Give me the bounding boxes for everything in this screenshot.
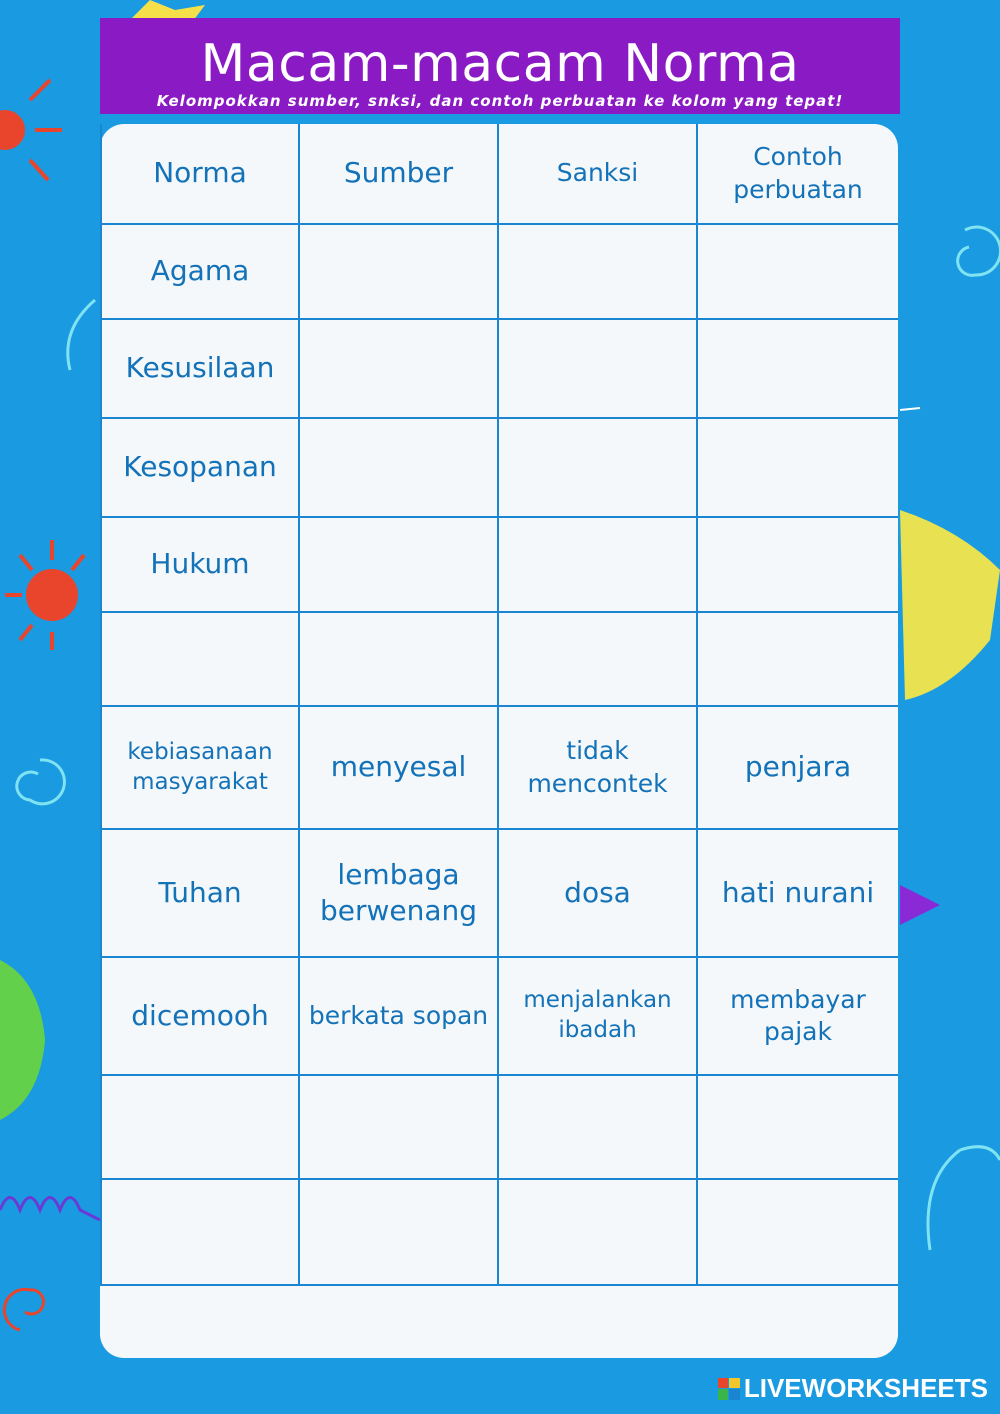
drop-cell-hukum-contoh[interactable] [698,518,898,613]
drop-cell-kesopanan-contoh[interactable] [698,419,898,518]
instruction-text: Kelompokkan sumber, snksi, dan contoh perbuatan ke kolom yang tepat! [156,92,844,110]
drop-cell-kesopanan-sumber[interactable] [300,419,499,518]
drop-cell-kesusilaan-sanksi[interactable] [499,320,698,419]
empty-cell [100,1076,300,1180]
empty-cell [100,1180,300,1286]
drag-item[interactable]: menjalankan ibadah [499,958,698,1076]
spacer-cell [300,613,499,707]
liveworksheets-logo-icon [718,1378,740,1400]
drop-cell-hukum-sumber[interactable] [300,518,499,613]
drag-item[interactable]: dosa [499,830,698,958]
page-title: Macam-macam Norma [200,34,800,94]
empty-cell [698,1076,898,1180]
column-header-sanksi: Sanksi [499,124,698,225]
drag-item[interactable]: penjara [698,707,898,830]
row-label-agama: Agama [100,225,300,320]
column-header-sumber: Sumber [300,124,499,225]
red-swirl [4,1289,43,1330]
drop-cell-agama-contoh[interactable] [698,225,898,320]
drag-item[interactable]: hati nurani [698,830,898,958]
drop-cell-kesusilaan-contoh[interactable] [698,320,898,419]
spacer-cell [698,613,898,707]
header-banner [100,18,900,114]
white-dash [900,408,920,410]
drop-cell-kesopanan-sanksi[interactable] [499,419,698,518]
drop-cell-agama-sanksi[interactable] [499,225,698,320]
empty-cell [698,1180,898,1286]
drag-item[interactable]: membayar pajak [698,958,898,1076]
sun-doodle-middle [5,540,84,650]
green-scribble [0,960,45,1120]
row-label-kesopanan: Kesopanan [100,419,300,518]
purple-loops [0,1198,100,1221]
empty-cell [499,1180,698,1286]
drag-item[interactable]: tidak mencontek [499,707,698,830]
empty-cell [300,1180,499,1286]
drag-item[interactable]: Tuhan [100,830,300,958]
drop-cell-agama-sumber[interactable] [300,225,499,320]
column-header-contoh-perbuatan: Contoh perbuatan [698,124,898,225]
column-header-norma: Norma [100,124,300,225]
sun-doodle-top [0,80,62,180]
drag-item[interactable]: lembaga berwenang [300,830,499,958]
drag-item[interactable]: berkata sopan [300,958,499,1076]
purple-triangle [900,885,940,925]
row-label-hukum: Hukum [100,518,300,613]
drag-item[interactable]: kebiasanaan masyarakat [100,707,300,830]
empty-cell [499,1076,698,1180]
drop-cell-hukum-sanksi[interactable] [499,518,698,613]
spacer-cell [100,613,300,707]
norma-table [100,124,898,1286]
drag-item[interactable]: dicemooh [100,958,300,1076]
empty-cell [300,1076,499,1180]
row-label-kesusilaan: Kesusilaan [100,320,300,419]
drop-cell-kesusilaan-sumber[interactable] [300,320,499,419]
yellow-scribble [900,510,1000,700]
spacer-cell [499,613,698,707]
watermark-text: LIVEWORKSHEETS [743,1373,988,1403]
drag-item[interactable]: menyesal [300,707,499,830]
liveworksheets-watermark [718,1373,988,1404]
